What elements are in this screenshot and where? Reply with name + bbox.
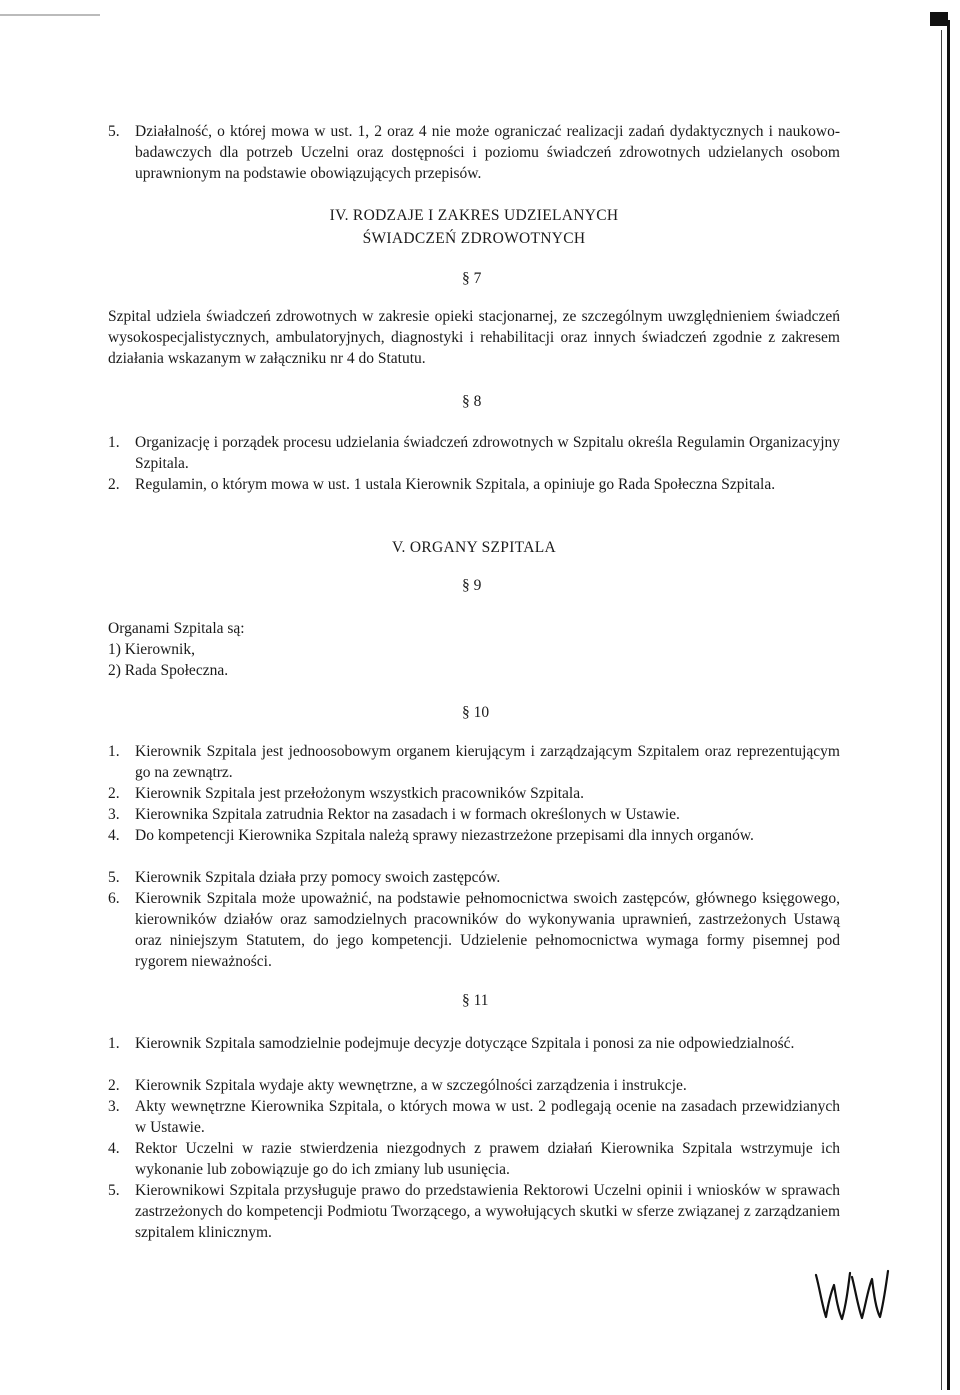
chapter-4-heading-line1: IV. RODZAJE I ZAKRES UDZIELANYCH [329,207,619,224]
item-text: Kierownik Szpitala jest jednoosobowym organem kierującym i zarządzającym Szpitalem oraz reprezentującym go na zewnątrz. [135,743,840,781]
sec10-item-1 [108,741,840,783]
scan-mark [930,12,948,26]
item-number: 1. [108,434,120,451]
section-9-item-2: 2) Rada Społeczna. [108,662,229,679]
item-text: Organizację i porządek procesu udzielania świadczeń zdrowotnych w Szpitalu określa Regulamin Organizacyjny Szpitala. [135,434,840,472]
item-text: Kierownik Szpitala działa przy pomocy swoich zastępców. [135,869,501,886]
item-text: Akty wewnętrzne Kierownika Szpitala, o których mowa w ust. 2 podlegają ocenie na zasadach przewidzianych w Ustawie. [135,1098,840,1136]
sec6-item-5 [108,121,840,184]
section-10-label: § 10 [462,704,490,721]
sec11-item-3 [108,1096,840,1138]
item-text: Kierownik Szpitala wydaje akty wewnętrzne, a w szczególności zarządzenia i instrukcje. [135,1077,687,1094]
section-11-label: § 11 [462,992,489,1009]
item-text: Kierownik Szpitala może upoważnić, na podstawie pełnomocnictwa swoich zastępców, głównego księgowego, kierowników działów oraz samodzielnych pracowników do wykonywania uprawnień, zastrzeżonych Ustawą oraz niniejszym Statutem, do jego kompetencji. Udzielenie pełnomocnictwa wymaga formy pisemnej pod rygorem nieważności. [135,890,840,970]
sec11-item-5 [108,1180,840,1243]
item-number: 3. [108,806,120,823]
sec10-item-4 [108,825,840,846]
item-text: Do kompetencji Kierownika Szpitala należą sprawy niezastrzeżone przepisami dla innych organów. [135,827,754,844]
section-9-label: § 9 [462,577,482,594]
item-number: 2. [108,476,120,493]
item-text: Kierownik Szpitala samodzielnie podejmuje decyzje dotyczące Szpitala i ponosi za nie odpowiedzialność. [135,1035,795,1052]
sec11-item-1 [108,1033,840,1054]
sec11-item-2 [108,1075,840,1096]
item-number: 1. [108,1035,120,1052]
sec11-item-4 [108,1138,840,1180]
item-text: Kierownika Szpitala zatrudnia Rektor na zasadach i w formach określonych w Ustawie. [135,806,680,823]
sec8-item-1 [108,432,840,474]
scan-artifact-top [0,14,100,16]
section-7-text: Szpital udziela świadczeń zdrowotnych w zakresie opieki stacjonarnej, ze szczególnym uwzględnieniem świadczeń wysokospecjalistycznych, ambulatoryjnych, diagnostyki i rehabilitacji oraz innych świadczeń zgodnie z zakresem działania wskazanym w załączniku nr 4 do Statutu. [108,308,840,367]
item-number: 4. [108,1140,120,1157]
handwritten-signature [808,1255,898,1325]
chapter-4-heading-line2: ŚWIADCZEŃ ZDROWOTNYCH [362,230,586,247]
sec10-item-5 [108,867,840,888]
scan-edge-inner [941,30,942,1390]
item-number: 3. [108,1098,120,1115]
section-9-item-1: 1) Kierownik, [108,641,195,658]
sec10-item-3 [108,804,840,825]
item-text: Kierownik Szpitala jest przełożonym wszystkich pracowników Szpitala. [135,785,584,802]
item-number: 6. [108,890,120,907]
item-number: 1. [108,743,120,760]
sec10-item-6 [108,888,840,972]
item-text: Kierownikowi Szpitala przysługuje prawo do przedstawienia Rektorowi Uczelni opinii i wniosków w sprawach zastrzeżonych do kompetencji Podmiotu Tworzącego, a wywołujących skutki w sferze związanej z zarządzaniem szpitalem klinicznym. [135,1182,840,1241]
item-text: Rektor Uczelni w razie stwierdzenia niezgodnych z prawem działań Kierownika Szpitala wstrzymuje ich wykonanie lub zobowiązuje go do ich zmiany lub usunięcia. [135,1140,840,1178]
scan-edge [947,20,950,1390]
item-number: 5. [108,123,120,140]
item-number: 2. [108,785,120,802]
section-9-intro: Organami Szpitala są: [108,620,245,637]
sec8-item-2 [108,474,840,495]
sec10-item-2 [108,783,840,804]
section-8-label: § 8 [462,393,482,410]
item-number: 5. [108,869,120,886]
item-text: Działalność, o której mowa w ust. 1, 2 oraz 4 nie może ograniczać realizacji zadań dydaktycznych i naukowo-badawczych dla potrzeb Uczelni oraz dostępności i poziomu świadczeń zdrowotnych udzielanych osobom uprawnionym na podstawie obowiązujących przepisów. [135,123,840,182]
item-number: 5. [108,1182,120,1199]
item-number: 4. [108,827,120,844]
item-number: 2. [108,1077,120,1094]
chapter-5-heading: V. ORGANY SZPITALA [392,539,556,556]
section-7-label: § 7 [462,270,482,287]
item-text: Regulamin, o którym mowa w ust. 1 ustala Kierownik Szpitala, a opiniuje go Rada Społeczna Szpitala. [135,476,776,493]
